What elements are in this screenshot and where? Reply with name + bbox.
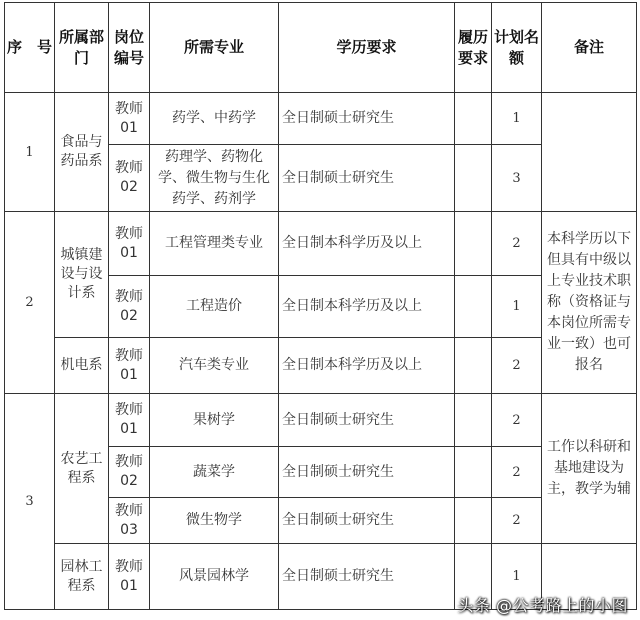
post-cell: 教师01: [109, 544, 150, 610]
quota-cell: 1: [492, 93, 542, 145]
edu-cell: 全日制本科学历及以上: [279, 276, 455, 338]
edu-cell: 全日制硕士研究生: [279, 93, 455, 145]
post-cell: 教师02: [109, 145, 150, 212]
note-cell: 工作以科研和基地建设为主，教学为辅: [542, 394, 637, 544]
exp-cell: [455, 93, 492, 145]
seq-cell: 1: [5, 93, 55, 212]
header-edu: 学历要求: [279, 3, 455, 93]
seq-cell: 3: [5, 394, 55, 610]
major-cell: 药学、中药学: [150, 93, 279, 145]
edu-cell: 全日制本科学历及以上: [279, 338, 455, 394]
quota-cell: 2: [492, 447, 542, 498]
exp-cell: [455, 338, 492, 394]
exp-cell: [455, 447, 492, 498]
major-cell: 风景园林学: [150, 544, 279, 610]
major-cell: 汽车类专业: [150, 338, 279, 394]
header-major: 所需专业: [150, 3, 279, 93]
quota-cell: 2: [492, 212, 542, 276]
note-cell: [542, 93, 637, 212]
quota-cell: 1: [492, 544, 542, 610]
quota-cell: 3: [492, 145, 542, 212]
exp-cell: [455, 498, 492, 544]
exp-cell: [455, 394, 492, 447]
post-cell: 教师02: [109, 276, 150, 338]
edu-cell: 全日制硕士研究生: [279, 544, 455, 610]
edu-cell: 全日制硕士研究生: [279, 394, 455, 447]
post-cell: 教师02: [109, 447, 150, 498]
header-seq: 序 号: [5, 3, 55, 93]
major-cell: 工程造价: [150, 276, 279, 338]
header-exp: 履历要求: [455, 3, 492, 93]
major-cell: 蔬菜学: [150, 447, 279, 498]
dept-cell: 园林工程系: [55, 544, 109, 610]
edu-cell: 全日制硕士研究生: [279, 145, 455, 212]
header-dept: 所属部门: [55, 3, 109, 93]
major-cell: 工程管理类专业: [150, 212, 279, 276]
edu-cell: 全日制硕士研究生: [279, 447, 455, 498]
header-post: 岗位编号: [109, 3, 150, 93]
quota-cell: 2: [492, 338, 542, 394]
table-row: [5, 394, 637, 447]
table-row: [5, 212, 637, 276]
exp-cell: [455, 145, 492, 212]
note-cell: 本科学历以下但具有中级以上专业技术职称（资格证与本岗位所需专业一致）也可报名: [542, 212, 637, 394]
header-quota: 计划名额: [492, 3, 542, 93]
quota-cell: 2: [492, 394, 542, 447]
major-cell: 果树学: [150, 394, 279, 447]
header-note: 备注: [542, 3, 637, 93]
quota-cell: 1: [492, 276, 542, 338]
major-cell: 微生物学: [150, 498, 279, 544]
table-row: [5, 93, 637, 145]
major-cell: 药理学、药物化学、微生物与生化药学、药剂学: [150, 145, 279, 212]
edu-cell: 全日制本科学历及以上: [279, 212, 455, 276]
recruitment-table: [4, 2, 637, 610]
post-cell: 教师03: [109, 498, 150, 544]
quota-cell: 2: [492, 498, 542, 544]
watermark-text: 头条 @公考路上的小图: [457, 596, 628, 615]
dept-cell: 机电系: [55, 338, 109, 394]
exp-cell: [455, 276, 492, 338]
edu-cell: 全日制硕士研究生: [279, 498, 455, 544]
dept-cell: 食品与药品系: [55, 93, 109, 212]
seq-cell: 2: [5, 212, 55, 394]
exp-cell: [455, 212, 492, 276]
dept-cell: 城镇建设与设计系: [55, 212, 109, 338]
post-cell: 教师01: [109, 338, 150, 394]
dept-cell: 农艺工程系: [55, 394, 109, 544]
post-cell: 教师01: [109, 394, 150, 447]
post-cell: 教师01: [109, 212, 150, 276]
post-cell: 教师01: [109, 93, 150, 145]
header-row: [5, 3, 637, 93]
